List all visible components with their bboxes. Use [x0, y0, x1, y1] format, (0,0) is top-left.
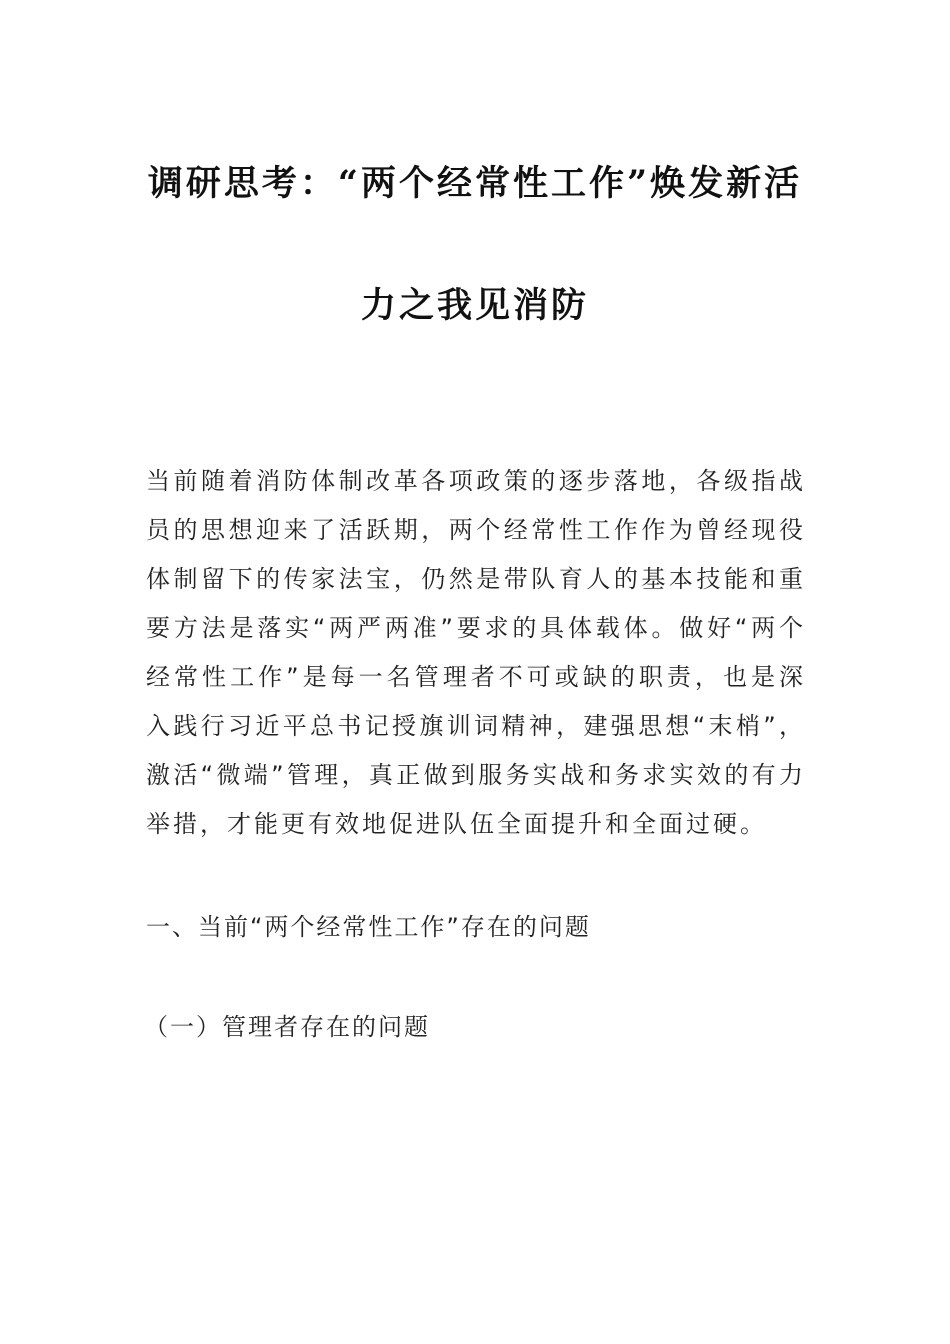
section-heading: 一、当前“两个经常性工作”存在的问题	[146, 913, 591, 941]
document-title-line-2: 力之我见消防	[360, 285, 589, 326]
intro-paragraph: 当前随着消防体制改革各项政策的逐步落地，各级指战员的思想迎来了活跃期，两个经常性工作作为曾经现役体制留下的传家法宝，仍然是带队育人的基本技能和重要方法是落实“两严两准”要求的具体载体。做好“两个经常性工作”是每一名管理者不可或缺的职责，也是深入践行习近平总书记授旗训词精神，建强思想“末梢”，激活“微端”管理，真正做到服务实战和务求实效的有力举措，才能更有效地促进队伍全面提升和全面过硬。	[146, 467, 806, 838]
subsection-heading: （一）管理者存在的问题	[144, 1013, 430, 1041]
document-title-line-1: 调研思考：“两个经常性工作”焕发新活	[147, 163, 803, 204]
